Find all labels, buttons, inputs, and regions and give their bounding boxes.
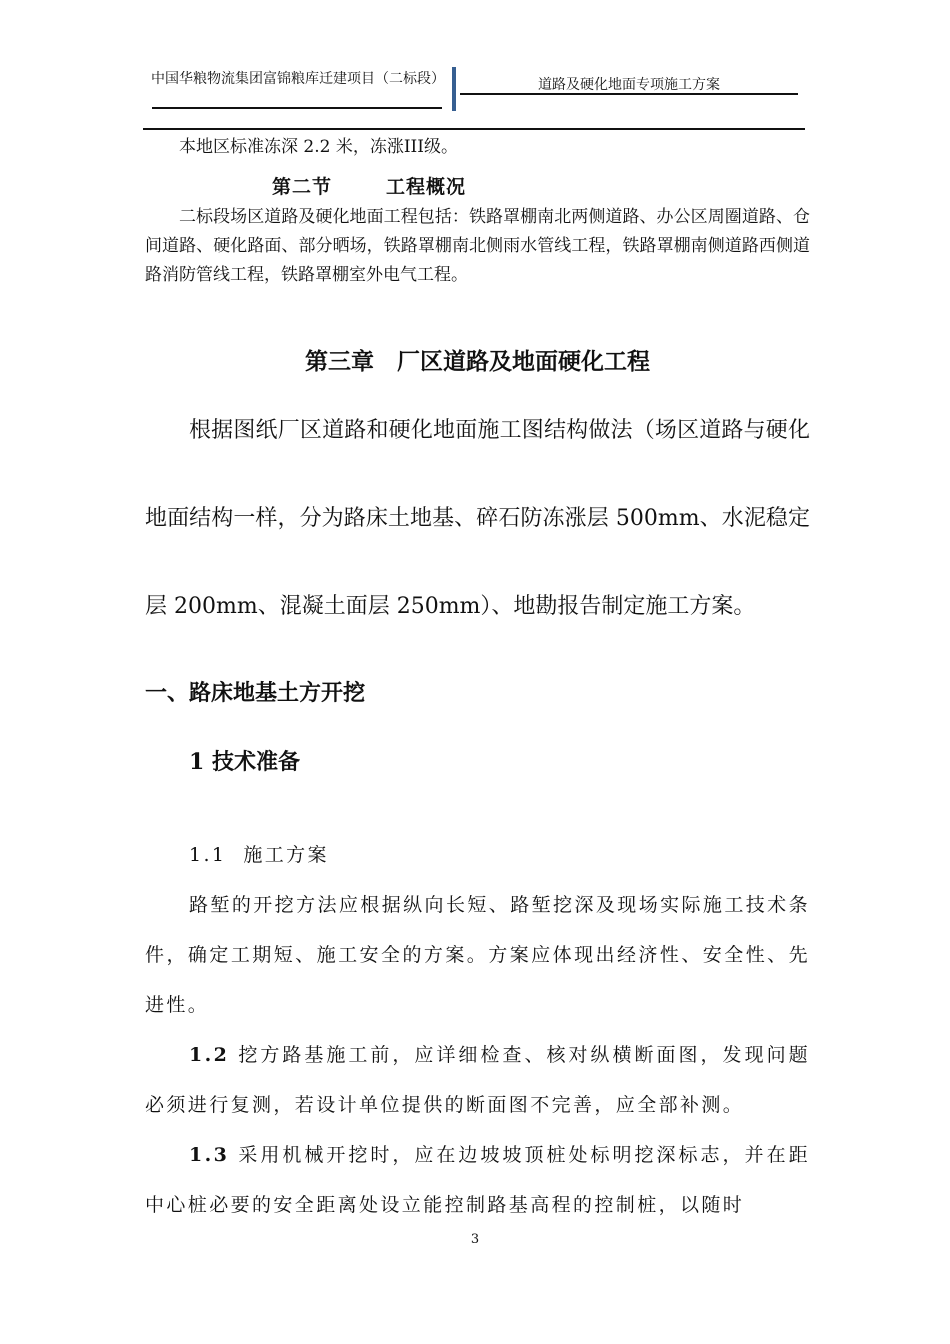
item-1-1-heading bbox=[189, 830, 854, 880]
chapter-3-title: 第三章 厂区道路及地面硬化工程 bbox=[305, 348, 650, 375]
header-right-rule bbox=[460, 93, 798, 95]
item-1-1-title: 施工方案 bbox=[243, 844, 329, 866]
section-2-title: 工程概况 bbox=[386, 176, 467, 198]
item-1-2-text: 挖方路基施工前，应详细检查、核对纵横断面图，发现问题必须进行复测，若设计单位提供的断面图不完善，应全部补测。 bbox=[145, 1044, 810, 1116]
header-document-title: 道路及硬化地面专项施工方案 bbox=[538, 77, 720, 93]
item-1-1-number: 1.1 bbox=[189, 844, 227, 866]
chapter-3-intro: 根据图纸厂区道路和硬化地面施工图结构做法（场区道路与硬化地面结构一样，分为路床土地基、碎石防冻涨层 500mm、水泥稳定层 200mm、混凝土面层 250mm）、地勘报告制定施工方案。 bbox=[145, 418, 810, 619]
item-1-2-number: 1.2 bbox=[189, 1044, 230, 1066]
header-left-rule bbox=[152, 107, 442, 109]
header-project-title: 中国华粮物流集团富锦粮库迁建项目（二标段） bbox=[151, 71, 445, 87]
header-separator bbox=[452, 67, 456, 111]
intro-line: 本地区标准冻深 2.2 米，冻涨III级。 bbox=[179, 137, 458, 157]
part-1-heading: 一、路床地基土方开挖 bbox=[145, 680, 366, 706]
section-2-label: 第二节 bbox=[272, 176, 333, 198]
section-2-text: 二标段场区道路及硬化地面工程包括：铁路罩棚南北两侧道路、办公区周圈道路、仓间道路、硬化路面、部分晒场，铁路罩棚南北侧雨水管线工程，铁路罩棚南侧道路西侧道路消防管线工程，铁路罩棚室外电气工程。 bbox=[145, 207, 810, 285]
part-1-subheading: 1 技术准备 bbox=[189, 749, 300, 775]
item-1-3-text: 采用机械开挖时，应在边坡坡顶桩处标明挖深标志，并在距中心桩必要的安全距离处设立能控制路基高程的控制桩，以随时 bbox=[145, 1144, 810, 1216]
item-1-3-number: 1.3 bbox=[189, 1144, 230, 1166]
page-number: 3 bbox=[470, 1232, 480, 1247]
item-1-2-paragraph bbox=[145, 1030, 810, 1130]
header-bottom-rule bbox=[143, 128, 805, 130]
item-1-1-paragraph: 路堑的开挖方法应根据纵向长短、路堑挖深及现场实际施工技术条件，确定工期短、施工安全的方案。方案应体现出经济性、安全性、先进性。 bbox=[145, 894, 810, 1016]
item-1-3-paragraph bbox=[145, 1130, 810, 1230]
section-2-heading bbox=[272, 172, 466, 199]
